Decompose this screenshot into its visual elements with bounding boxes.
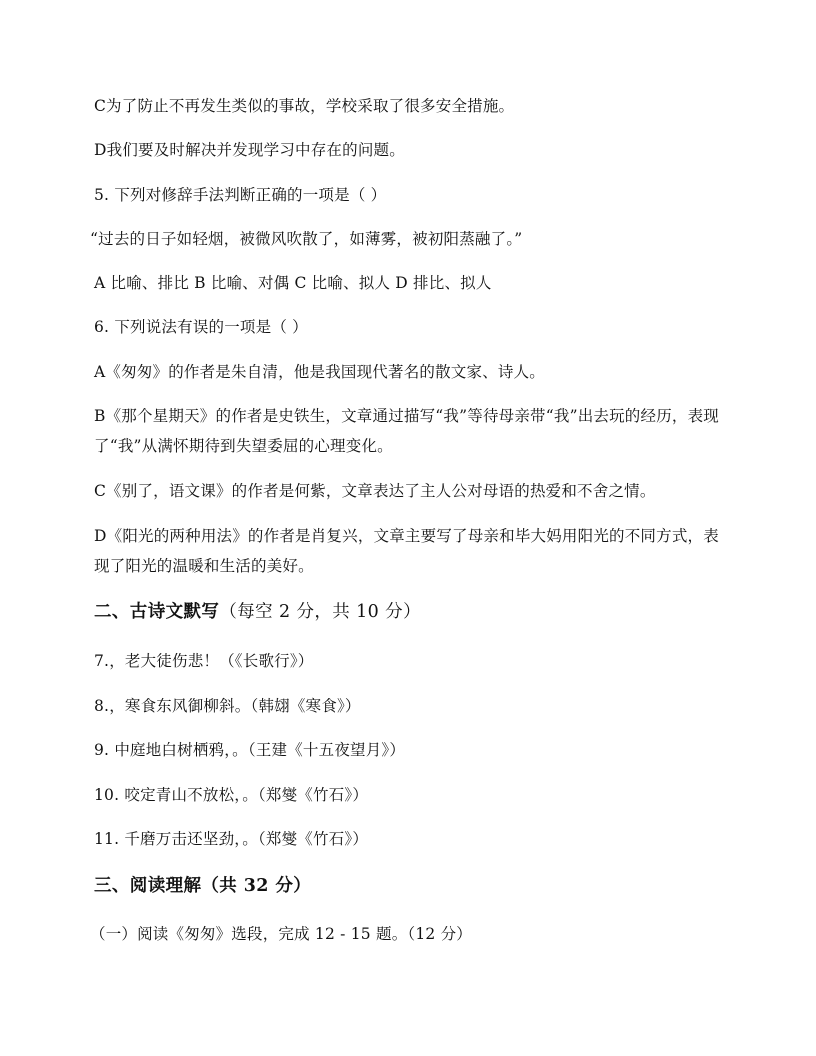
question-9: 9. 中庭地白树栖鸦，。（王建《十五夜望月》） xyxy=(94,741,406,759)
question-11: 11. 千磨万击还坚劲，。（郑燮《竹石》） xyxy=(94,830,369,848)
question-5: 5. 下列对修辞手法判断正确的一项是（ ） xyxy=(94,186,387,204)
section-3-heading: 三、阅读理解（共 32 分） xyxy=(94,876,312,896)
reading-part-1-intro: （一）阅读《匆匆》选段，完成 12 - 15 题。（12 分） xyxy=(90,925,472,943)
question-8: 8.，寒食东风御柳斜。（韩翃《寒食》） xyxy=(94,697,361,715)
question-6-option-d: D《阳光的两种用法》的作者是肖复兴，文章主要写了母亲和毕大妈用阳光的不同方式，表现了阳光的温暖和生活的美好。 xyxy=(94,527,719,575)
option-c-sentence: C为了防止不再发生类似的事故，学校采取了很多安全措施。 xyxy=(94,97,515,115)
question-6-option-c: C《别了，语文课》的作者是何紫，文章表达了主人公对母语的热爱和不舍之情。 xyxy=(94,482,656,500)
section-2-title: 二、古诗文默写 xyxy=(94,602,220,622)
question-6-option-b: B《那个星期天》的作者是史铁生，文章通过描写“我”等待母亲带“我”出去玩的经历，表现了“我”从满怀期待到失望委屈的心理变化。 xyxy=(94,407,719,455)
question-5-options: A 比喻、排比 B 比喻、对偶 C 比喻、拟人 D 排比、拟人 xyxy=(94,274,492,292)
question-7: 7.，老大徒伤悲！（《长歌行》） xyxy=(94,652,314,670)
section-2-score-note: （每空 2 分，共 10 分） xyxy=(219,602,421,622)
section-2-heading xyxy=(94,602,726,622)
question-10: 10. 咬定青山不放松，。（郑燮《竹石》） xyxy=(94,786,369,804)
question-6: 6. 下列说法有误的一项是（ ） xyxy=(94,318,308,336)
question-5-quote: “过去的日子如轻烟，被微风吹散了，如薄雾，被初阳蒸融了。” xyxy=(90,230,523,248)
question-6-option-a: A《匆匆》的作者是朱自清，他是我国现代著名的散文家、诗人。 xyxy=(94,363,545,381)
option-d-sentence: D我们要及时解决并发现学习中存在的问题。 xyxy=(94,141,405,159)
